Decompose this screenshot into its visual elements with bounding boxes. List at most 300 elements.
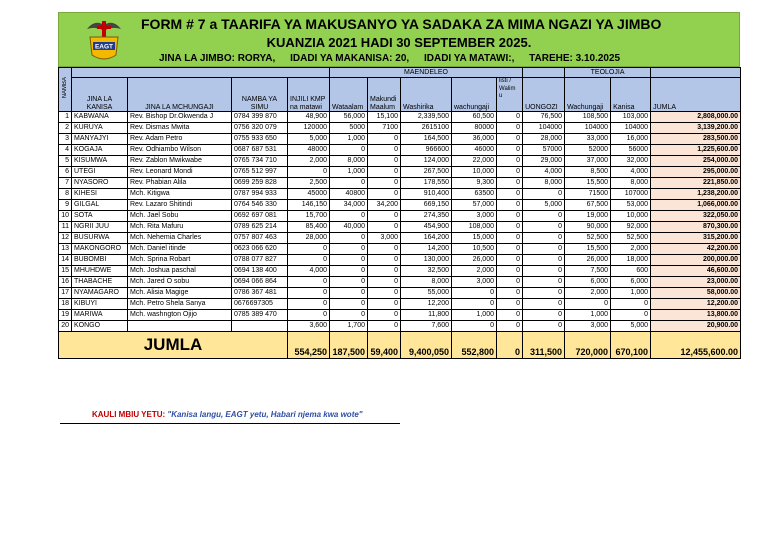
- church-name: KIHESI: [72, 189, 128, 200]
- wachungaji-value: 3,000: [452, 277, 497, 288]
- uongozi-value: 0: [523, 233, 565, 244]
- makundi-value: 0: [368, 167, 401, 178]
- col-wataalam: Wataalam: [330, 78, 368, 112]
- report-sheet: [58, 12, 740, 359]
- injili-value: 2,500: [288, 178, 330, 189]
- table-row: [59, 145, 741, 156]
- wataalam-value: 0: [330, 255, 368, 266]
- total-makundi: 59,400: [368, 332, 401, 359]
- walimu-value: 0: [497, 145, 523, 156]
- walimu-value: 0: [497, 200, 523, 211]
- church-name: NYASORO: [72, 178, 128, 189]
- teolojia-kanisa-value: 4,000: [611, 167, 651, 178]
- pastor-name: Mch. Kitigwa: [128, 189, 232, 200]
- teolojia-kanisa-value: 10,000: [611, 211, 651, 222]
- table-row: [59, 321, 741, 332]
- wachungaji-value: 0: [452, 288, 497, 299]
- washirika-value: 2,339,500: [401, 112, 452, 123]
- makundi-value: 0: [368, 310, 401, 321]
- teolojia-kanisa-value: 56000: [611, 145, 651, 156]
- makanisa-count: IDADI YA MAKANISA: 20,: [290, 53, 410, 64]
- pastor-name: Rev. Zablon Mwikwabe: [128, 156, 232, 167]
- wachungaji-value: 108,000: [452, 222, 497, 233]
- row-total: 2,808,000.00: [651, 112, 741, 123]
- row-total: 254,000.00: [651, 156, 741, 167]
- teolojia-wachungaji-value: 15,500: [565, 178, 611, 189]
- col-jumla: JUMLA: [651, 78, 741, 112]
- table-row: [59, 156, 741, 167]
- uongozi-value: 104000: [523, 123, 565, 134]
- row-total: 315,200.00: [651, 233, 741, 244]
- phone-number: 0757 807 463: [232, 233, 288, 244]
- wataalam-value: 0: [330, 211, 368, 222]
- teolojia-wachungaji-value: 37,000: [565, 156, 611, 167]
- teolojia-wachungaji-value: 104000: [565, 123, 611, 134]
- phone-number: 0623 066 620: [232, 244, 288, 255]
- uongozi-value: 0: [523, 288, 565, 299]
- uongozi-value: 0: [523, 255, 565, 266]
- row-number: 20: [59, 321, 72, 332]
- injili-value: 85,400: [288, 222, 330, 233]
- makundi-value: 0: [368, 277, 401, 288]
- wataalam-value: 1,000: [330, 134, 368, 145]
- table-row: [59, 167, 741, 178]
- table-row: [59, 310, 741, 321]
- jimbo-name: JINA LA JIMBO: RORYA,: [159, 53, 276, 64]
- phone-number: 0789 625 214: [232, 222, 288, 233]
- makundi-value: 0: [368, 255, 401, 266]
- makundi-value: 0: [368, 145, 401, 156]
- table-row: [59, 134, 741, 145]
- row-total: 46,600.00: [651, 266, 741, 277]
- wataalam-value: 0: [330, 233, 368, 244]
- injili-value: 48,900: [288, 112, 330, 123]
- row-number: 14: [59, 255, 72, 266]
- table-row: [59, 255, 741, 266]
- washirika-value: 7,600: [401, 321, 452, 332]
- walimu-value: 0: [497, 277, 523, 288]
- walimu-value: 0: [497, 222, 523, 233]
- uongozi-value: 8,000: [523, 178, 565, 189]
- pastor-name: Mch. Petro Shela Sanya: [128, 299, 232, 310]
- phone-number: 0765 734 710: [232, 156, 288, 167]
- injili-value: 0: [288, 310, 330, 321]
- church-name: KURUYA: [72, 123, 128, 134]
- table-row: [59, 222, 741, 233]
- wataalam-value: 1,700: [330, 321, 368, 332]
- uongozi-value: 28,000: [523, 134, 565, 145]
- church-name: BUBOMBI: [72, 255, 128, 266]
- injili-value: 45000: [288, 189, 330, 200]
- injili-value: 2,000: [288, 156, 330, 167]
- injili-value: 0: [288, 299, 330, 310]
- total-uongozi: 311,500: [523, 332, 565, 359]
- pastor-name: Rev. Dismas Mwita: [128, 123, 232, 134]
- makundi-value: 0: [368, 288, 401, 299]
- col-makundi: Makundi Maalum: [368, 78, 401, 112]
- church-name: NGRII JUU: [72, 222, 128, 233]
- uongozi-value: 4,000: [523, 167, 565, 178]
- wataalam-value: 1,000: [330, 167, 368, 178]
- teolojia-kanisa-value: 8,000: [611, 178, 651, 189]
- teolojia-wachungaji-value: 15,500: [565, 244, 611, 255]
- wachungaji-value: 57,000: [452, 200, 497, 211]
- row-number: 10: [59, 211, 72, 222]
- church-name: KIBUYI: [72, 299, 128, 310]
- walimu-value: 0: [497, 123, 523, 134]
- row-total: 283,500.00: [651, 134, 741, 145]
- phone-number: 0784 399 870: [232, 112, 288, 123]
- pastor-name: Mch. Jael Sobu: [128, 211, 232, 222]
- wachungaji-value: 9,300: [452, 178, 497, 189]
- church-name: KONGO: [72, 321, 128, 332]
- total-injili: 554,250: [288, 332, 330, 359]
- table-row: [59, 189, 741, 200]
- row-number: 12: [59, 233, 72, 244]
- pastor-name: Mch. Rita Mafuru: [128, 222, 232, 233]
- row-number: 18: [59, 299, 72, 310]
- teolojia-wachungaji-value: 3,000: [565, 321, 611, 332]
- church-name: MANYAJYI: [72, 134, 128, 145]
- col-uongozi: UONGOZI: [523, 78, 565, 112]
- row-number: 7: [59, 178, 72, 189]
- church-name: MAKONGORO: [72, 244, 128, 255]
- row-total: 870,300.00: [651, 222, 741, 233]
- wachungaji-value: 0: [452, 299, 497, 310]
- phone-number: 0687 687 531: [232, 145, 288, 156]
- total-washirika: 9,400,050: [401, 332, 452, 359]
- phone-number: 0787 994 933: [232, 189, 288, 200]
- teolojia-kanisa-value: 53,000: [611, 200, 651, 211]
- injili-value: 0: [288, 244, 330, 255]
- teolojia-wachungaji-value: 90,000: [565, 222, 611, 233]
- row-total: 1,238,200.00: [651, 189, 741, 200]
- uongozi-value: 0: [523, 277, 565, 288]
- offerings-table: [58, 67, 741, 359]
- injili-value: 15,700: [288, 211, 330, 222]
- row-number: 9: [59, 200, 72, 211]
- table-row: [59, 288, 741, 299]
- washirika-value: 55,000: [401, 288, 452, 299]
- injili-value: 0: [288, 288, 330, 299]
- row-total: 20,900.00: [651, 321, 741, 332]
- total-teolojia-wachungaji: 720,000: [565, 332, 611, 359]
- total-wataalam: 187,500: [330, 332, 368, 359]
- wachungaji-value: 22,000: [452, 156, 497, 167]
- phone-number: 0676697305: [232, 299, 288, 310]
- walimu-value: 0: [497, 244, 523, 255]
- uongozi-value: 57000: [523, 145, 565, 156]
- washirika-value: 124,000: [401, 156, 452, 167]
- col-namba: NAMBA: [59, 68, 72, 112]
- row-total: 3,139,200.00: [651, 123, 741, 134]
- injili-value: 3,600: [288, 321, 330, 332]
- report-period: KUANZIA 2021 HADI 30 SEPTEMBER 2025.: [266, 35, 532, 50]
- teolojia-wachungaji-value: 6,000: [565, 277, 611, 288]
- injili-value: 28,000: [288, 233, 330, 244]
- teolojia-wachungaji-value: 71500: [565, 189, 611, 200]
- pastor-name: Mch. Jared O sobu: [128, 277, 232, 288]
- teolojia-wachungaji-value: 0: [565, 299, 611, 310]
- teolojia-kanisa-value: 52,500: [611, 233, 651, 244]
- row-number: 4: [59, 145, 72, 156]
- walimu-value: 0: [497, 233, 523, 244]
- row-number: 1: [59, 112, 72, 123]
- washirika-value: 14,200: [401, 244, 452, 255]
- row-total: 322,050.00: [651, 211, 741, 222]
- pastor-name: Rev. Bishop Dr.Okwenda J: [128, 112, 232, 123]
- pastor-name: Mch. Nehemia Charles: [128, 233, 232, 244]
- wataalam-value: 0: [330, 277, 368, 288]
- phone-number: 0788 077 827: [232, 255, 288, 266]
- report-title: FORM # 7 a TAARIFA YA MAKUSANYO YA SADAKA ZA MIMA NGAZI YA JIMBO: [141, 16, 662, 32]
- washirika-value: 910,400: [401, 189, 452, 200]
- total-wachungaji: 552,800: [452, 332, 497, 359]
- row-number: 13: [59, 244, 72, 255]
- walimu-value: 0: [497, 112, 523, 123]
- row-number: 15: [59, 266, 72, 277]
- makundi-value: 0: [368, 189, 401, 200]
- svg-text:EAGT: EAGT: [94, 43, 114, 51]
- total-walimu: 0: [497, 332, 523, 359]
- teolojia-kanisa-value: 1,000: [611, 288, 651, 299]
- wachungaji-value: 10,500: [452, 244, 497, 255]
- report-meta: [159, 53, 632, 64]
- teolojia-wachungaji-value: 52,500: [565, 233, 611, 244]
- row-number: 17: [59, 288, 72, 299]
- phone-number: 0699 259 828: [232, 178, 288, 189]
- wachungaji-value: 36,000: [452, 134, 497, 145]
- row-number: 8: [59, 189, 72, 200]
- injili-value: 0: [288, 255, 330, 266]
- total-jumla: 12,455,600.00: [651, 332, 741, 359]
- wachungaji-value: 60,500: [452, 112, 497, 123]
- motto-footer: [92, 410, 363, 419]
- church-name: THABACHE: [72, 277, 128, 288]
- makundi-value: 0: [368, 299, 401, 310]
- teolojia-wachungaji-value: 52000: [565, 145, 611, 156]
- teolojia-kanisa-value: 0: [611, 299, 651, 310]
- pastor-name: Mch. Daniel itinde: [128, 244, 232, 255]
- wataalam-value: 40,000: [330, 222, 368, 233]
- uongozi-value: 0: [523, 266, 565, 277]
- table-row: [59, 200, 741, 211]
- pastor-name: Rev. Phabian Alila: [128, 178, 232, 189]
- makundi-value: 0: [368, 211, 401, 222]
- teolojia-kanisa-value: 16,000: [611, 134, 651, 145]
- injili-value: 4,000: [288, 266, 330, 277]
- washirika-value: 11,800: [401, 310, 452, 321]
- row-total: 23,000.00: [651, 277, 741, 288]
- teolojia-kanisa-value: 18,000: [611, 255, 651, 266]
- makundi-value: 0: [368, 134, 401, 145]
- makundi-value: 0: [368, 244, 401, 255]
- row-total: 13,800.00: [651, 310, 741, 321]
- injili-value: 0: [288, 277, 330, 288]
- makundi-value: 0: [368, 178, 401, 189]
- row-number: 5: [59, 156, 72, 167]
- row-number: 6: [59, 167, 72, 178]
- wachungaji-value: 15,000: [452, 233, 497, 244]
- phone-number: 0785 389 470: [232, 310, 288, 321]
- pastor-name: Mch. Joshua paschal: [128, 266, 232, 277]
- teolojia-kanisa-value: 92,000: [611, 222, 651, 233]
- col-kanisa: JINA LA KANISA: [72, 78, 128, 112]
- wataalam-value: 40800: [330, 189, 368, 200]
- table-row: [59, 112, 741, 123]
- pastor-name: Mch. Alisia Magige: [128, 288, 232, 299]
- group-maendeleo: MAENDELEO: [330, 68, 523, 78]
- walimu-value: 0: [497, 156, 523, 167]
- teolojia-kanisa-value: 107000: [611, 189, 651, 200]
- report-header: [58, 12, 740, 67]
- row-total: 221,850.00: [651, 178, 741, 189]
- wachungaji-value: 2,000: [452, 266, 497, 277]
- church-name: KOGAJA: [72, 145, 128, 156]
- uongozi-value: 0: [523, 211, 565, 222]
- washirika-value: 12,200: [401, 299, 452, 310]
- teolojia-kanisa-value: 32,000: [611, 156, 651, 167]
- pastor-name: Mch. Sprina Robart: [128, 255, 232, 266]
- row-number: 16: [59, 277, 72, 288]
- pastor-name: Mch. washngton Ojijo: [128, 310, 232, 321]
- table-row: [59, 244, 741, 255]
- uongozi-value: 5,000: [523, 200, 565, 211]
- pastor-name: Rev. Adam Petro: [128, 134, 232, 145]
- washirika-value: 274,350: [401, 211, 452, 222]
- col-injili: INJILI KMP na matawi: [288, 78, 330, 112]
- walimu-value: 0: [497, 189, 523, 200]
- teolojia-kanisa-value: 600: [611, 266, 651, 277]
- pastor-name: Rev. Odhiambo Wilson: [128, 145, 232, 156]
- motto-label: KAULI MBIU YETU:: [92, 410, 168, 419]
- washirika-value: 32,500: [401, 266, 452, 277]
- row-number: 2: [59, 123, 72, 134]
- wachungaji-value: 0: [452, 321, 497, 332]
- walimu-value: 0: [497, 255, 523, 266]
- column-header-row: [59, 78, 741, 112]
- teolojia-kanisa-value: 2,000: [611, 244, 651, 255]
- table-body: [59, 112, 741, 332]
- teolojia-kanisa-value: 5,000: [611, 321, 651, 332]
- teolojia-kanisa-value: 104000: [611, 123, 651, 134]
- row-total: 58,000.00: [651, 288, 741, 299]
- injili-value: 48000: [288, 145, 330, 156]
- walimu-value: 0: [497, 288, 523, 299]
- washirika-value: 966600: [401, 145, 452, 156]
- row-total: 1,066,000.00: [651, 200, 741, 211]
- wachungaji-value: 26,000: [452, 255, 497, 266]
- walimu-value: 0: [497, 211, 523, 222]
- teolojia-wachungaji-value: 19,000: [565, 211, 611, 222]
- col-kanisa-teolojia: Kanisa: [611, 78, 651, 112]
- phone-number: 0694 138 400: [232, 266, 288, 277]
- row-number: 11: [59, 222, 72, 233]
- row-total: 295,000.00: [651, 167, 741, 178]
- wataalam-value: 0: [330, 266, 368, 277]
- walimu-value: 0: [497, 299, 523, 310]
- phone-number: 0755 933 650: [232, 134, 288, 145]
- table-row: [59, 211, 741, 222]
- totals-row: [59, 332, 741, 359]
- washirika-value: 2615100: [401, 123, 452, 134]
- pastor-name: Rev. Lazaro Shitindi: [128, 200, 232, 211]
- total-kanisa-teolojia: 670,100: [611, 332, 651, 359]
- washirika-value: 454,900: [401, 222, 452, 233]
- makundi-value: 7100: [368, 123, 401, 134]
- church-name: UTEGI: [72, 167, 128, 178]
- phone-number: 0694 066 864: [232, 277, 288, 288]
- washirika-value: 164,200: [401, 233, 452, 244]
- teolojia-wachungaji-value: 26,000: [565, 255, 611, 266]
- wachungaji-value: 1,000: [452, 310, 497, 321]
- phone-number: 0756 320 079: [232, 123, 288, 134]
- row-total: 1,225,600.00: [651, 145, 741, 156]
- wataalam-value: 0: [330, 310, 368, 321]
- uongozi-value: 0: [523, 222, 565, 233]
- matawi-count: IDADI YA MATAWI:,: [423, 53, 515, 64]
- makundi-value: 34,200: [368, 200, 401, 211]
- pastor-name: Rev. Leonard Mondi: [128, 167, 232, 178]
- wataalam-value: 5000: [330, 123, 368, 134]
- wachungaji-value: 10,000: [452, 167, 497, 178]
- wachungaji-value: 63500: [452, 189, 497, 200]
- makundi-value: 3,000: [368, 233, 401, 244]
- teolojia-wachungaji-value: 8,500: [565, 167, 611, 178]
- table-row: [59, 266, 741, 277]
- col-simu: NAMBA YA SIMU: [232, 78, 288, 112]
- wataalam-value: 0: [330, 288, 368, 299]
- motto-text: "Kanisa langu, EAGT yetu, Habari njema kwa wote": [167, 410, 363, 419]
- injili-value: 120000: [288, 123, 330, 134]
- teolojia-wachungaji-value: 33,000: [565, 134, 611, 145]
- wataalam-value: 0: [330, 244, 368, 255]
- church-name: GILGAL: [72, 200, 128, 211]
- uongozi-value: 0: [523, 244, 565, 255]
- washirika-value: 8,000: [401, 277, 452, 288]
- wataalam-value: 0: [330, 145, 368, 156]
- table-row: [59, 277, 741, 288]
- phone-number: 0765 512 997: [232, 167, 288, 178]
- wachungaji-value: 80000: [452, 123, 497, 134]
- wachungaji-value: 46000: [452, 145, 497, 156]
- makundi-value: 15,100: [368, 112, 401, 123]
- injili-value: 0: [288, 167, 330, 178]
- teolojia-wachungaji-value: 67,500: [565, 200, 611, 211]
- makundi-value: 0: [368, 222, 401, 233]
- row-total: 200,000.00: [651, 255, 741, 266]
- teolojia-kanisa-value: 103,000: [611, 112, 651, 123]
- walimu-value: 0: [497, 310, 523, 321]
- injili-value: 146,150: [288, 200, 330, 211]
- makundi-value: 0: [368, 321, 401, 332]
- walimu-value: 0: [497, 167, 523, 178]
- makundi-value: 0: [368, 266, 401, 277]
- wataalam-value: 0: [330, 299, 368, 310]
- washirika-value: 130,000: [401, 255, 452, 266]
- teolojia-wachungaji-value: 1,000: [565, 310, 611, 321]
- uongozi-value: 0: [523, 310, 565, 321]
- col-mchungaji: JINA LA MCHUNGAJI: [128, 78, 232, 112]
- group-teolojia: TEOLOJIA: [565, 68, 651, 78]
- table-row: [59, 299, 741, 310]
- wataalam-value: 34,000: [330, 200, 368, 211]
- col-teolojia-wachungaji: Wachungaji: [565, 78, 611, 112]
- injili-value: 5,000: [288, 134, 330, 145]
- teolojia-wachungaji-value: 7,500: [565, 266, 611, 277]
- footer-divider: [60, 423, 400, 424]
- col-washirika: Washirika: [401, 78, 452, 112]
